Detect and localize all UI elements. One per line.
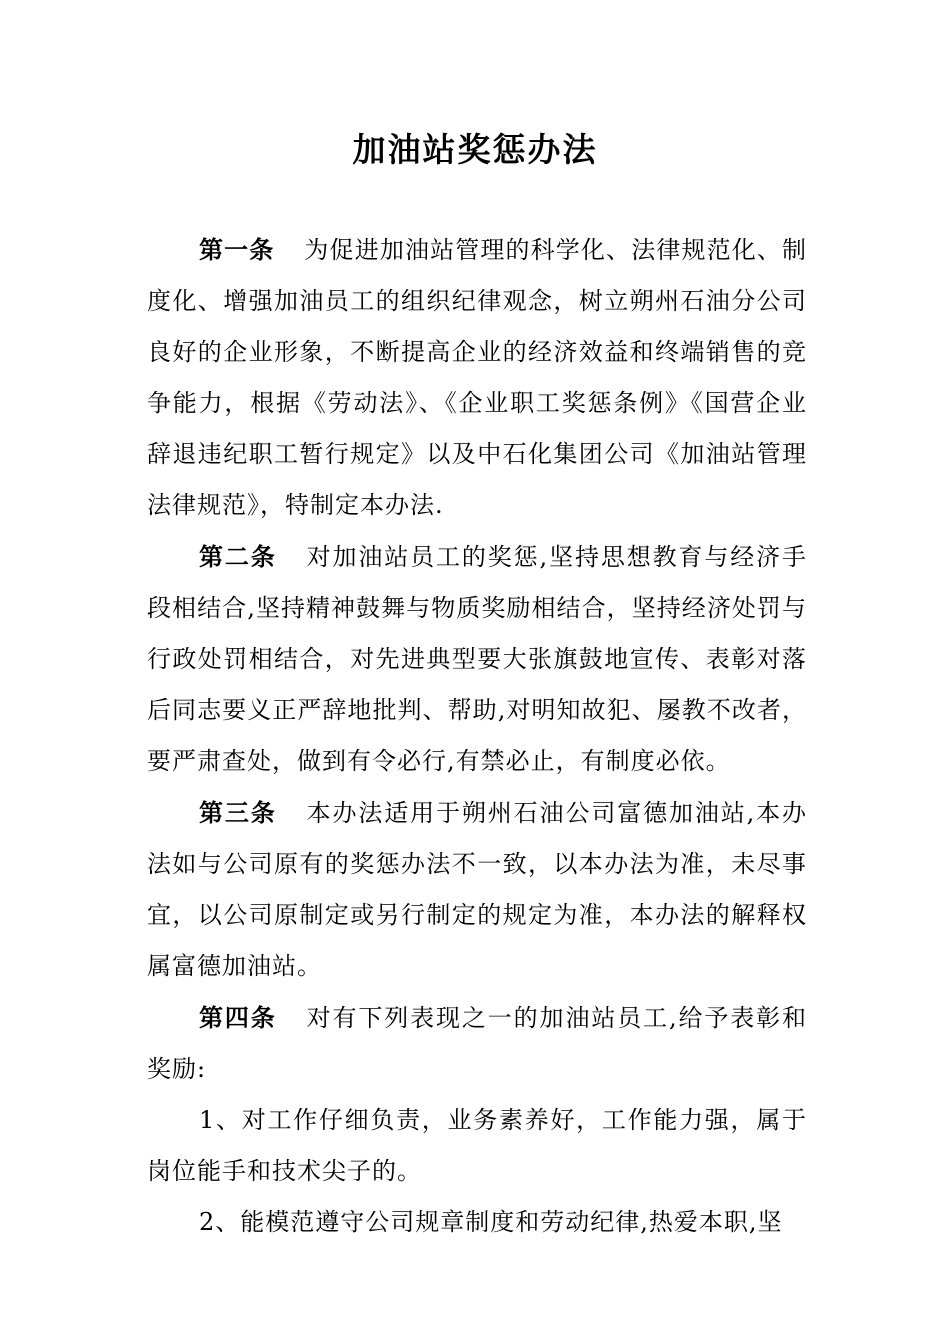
document-title: 加油站奖惩办法 [352,130,598,169]
article-2-label: 第二条 [199,542,277,571]
article-3-text: 本办法适用于朔州石油公司富德加油站,本办法如与公司原有的奖惩办法不一致，以本办法为准，未尽事宜，以公司原制定或另行制定的规定为准，本办法的解释权属富德加油站。 [147,799,807,980]
list-item-1-text: 1、对工作仔细负责，业务素养好，工作能力强，属于岗位能手和技术尖子的。 [147,1106,807,1185]
list-item-1 [147,1095,807,1197]
article-1-label: 第一条 [199,235,275,264]
article-4-label: 第四条 [199,1003,277,1032]
article-4-text: 对有下列表现之一的加油站员工,给予表彰和奖励: [147,1004,807,1083]
article-1-text: 为促进加油站管理的科学化、法律规范化、制度化、增强加油员工的组织纪律观念，树立朔州石油分公司良好的企业形象，不断提高企业的经济效益和终端销售的竞争能力，根据《劳动法》、《企业职工奖惩条例》《国营企业辞退违纪职工暂行规定》以及中石化集团公司《加油站管理法律规范》，特制定本办法. [147,236,808,519]
article-3-label: 第三条 [199,798,277,827]
article-3 [147,787,807,992]
article-2 [147,531,807,787]
article-1 [147,224,807,531]
article-2-text: 对加油站员工的奖惩,坚持思想教育与经济手段相结合,坚持精神鼓舞与物质奖励相结合，坚持经济处罚与行政处罚相结合，对先进典型要大张旗鼓地宣传、表彰对落后同志要义正严辞地批判、帮助,对明知故犯、屡教不改者，要严肃查处，做到有令必行,有禁必止，有制度必依。 [147,543,807,775]
list-item-2 [147,1197,807,1248]
document-body [147,224,807,1248]
article-4 [147,992,807,1095]
list-item-2-text: 2、能模范遵守公司规章制度和劳动纪律,热爱本职,坚 [199,1208,783,1236]
